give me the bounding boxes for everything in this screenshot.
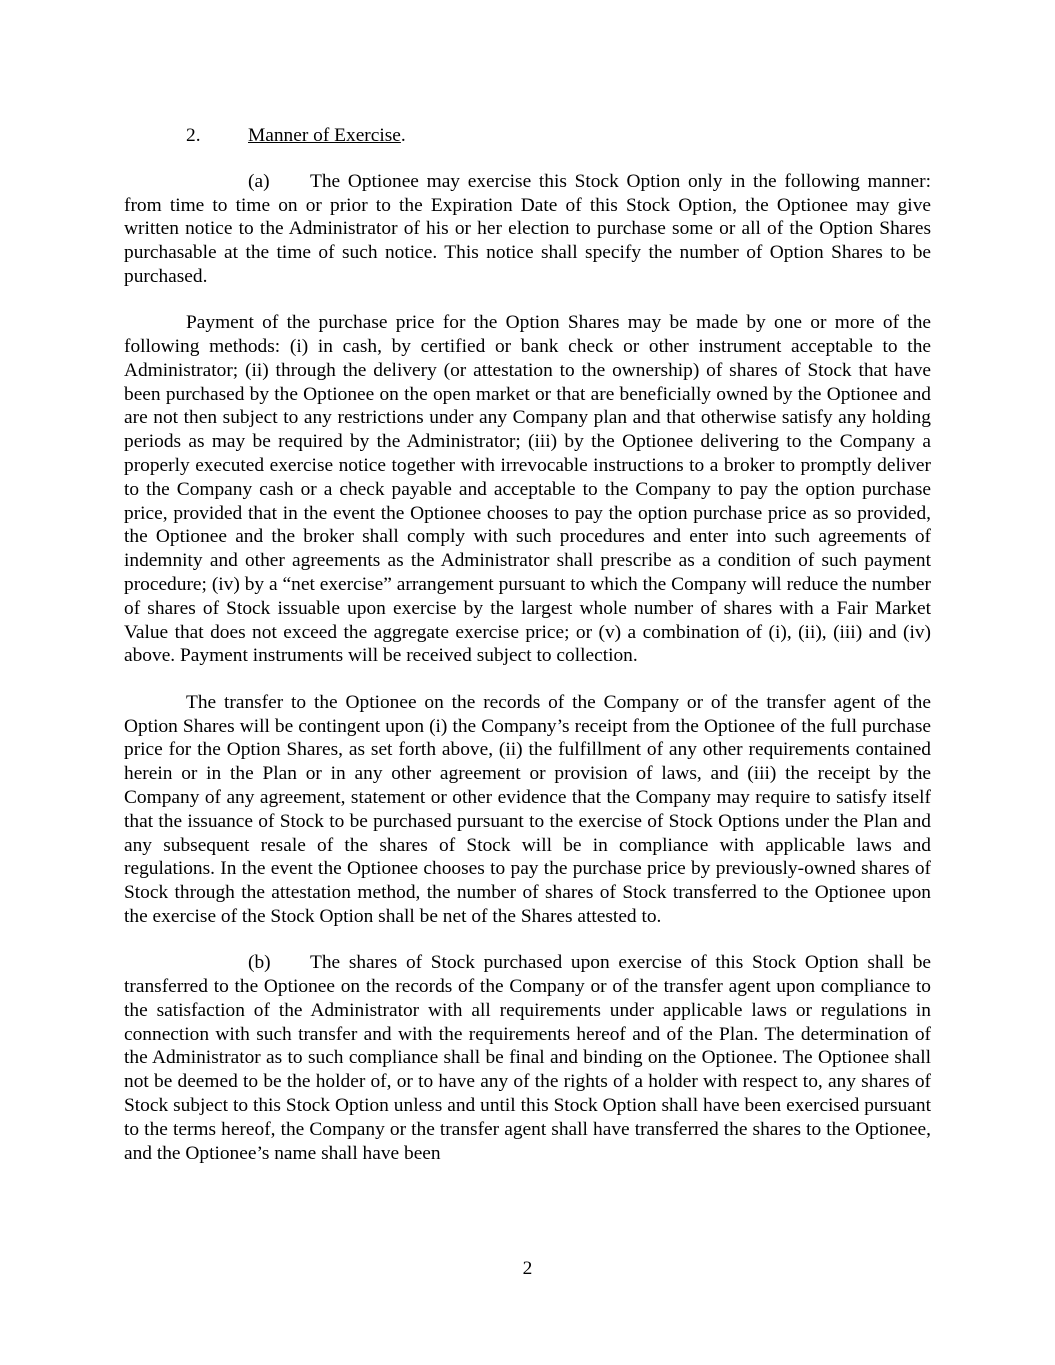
paragraph-b-label: (b) [248, 952, 271, 974]
section-heading [124, 124, 931, 148]
paragraph-a-label: (a) [248, 170, 270, 192]
section-title-suffix: . [400, 125, 406, 146]
paragraph-a [124, 170, 931, 289]
paragraph-b-text: The shares of Stock purchased upon exercise of this Stock Option shall be transferred to the Optionee on the records of the Company or of the transfer agent upon compliance to the satisfaction of the Administrator with all requirements under applicable laws or regulations in connection with such transfer and with the requirements hereof and of the Plan. The determination of the Administrator as to such compliance shall be final and binding on the Optionee. The Optionee shall not be deemed to be the holder of, or to have any of the rights of a holder with respect to, any shares of Stock subject to this Stock Option unless and until this Stock Option shall have been exercised pursuant to the terms hereof, the Company or the transfer agent shall have transferred the shares to the Optionee, and the Optionee’s name shall have been [124, 952, 931, 1164]
document-page [124, 124, 931, 1165]
paragraph-transfer: The transfer to the Optionee on the records of the Company or of the transfer agent of the Option Shares will be contingent upon (i) the Company’s receipt from the Optionee of the full purchase price for the Option Shares, as set forth above, (ii) the fulfillment of any other requirements contained herein or in the Plan or in any other agreement or provision of laws, and (iii) the receipt by the Company of any agreement, statement or other evidence that the Company may require to satisfy itself that the issuance of Stock to be purchased pursuant to the exercise of Stock Options under the Plan and any subsequent resale of the shares of Stock will be in compliance with applicable laws and regulations. In the event the Optionee chooses to pay the purchase price by previously-owned shares of Stock through the attestation method, the number of shares of Stock transferred to the Optionee upon the exercise of the Stock Option shall be net of the Shares attested to. [124, 691, 931, 927]
page-number: 2 [522, 1258, 533, 1279]
section-title: Manner of Exercise [248, 125, 401, 146]
section-number: 2. [186, 125, 201, 146]
paragraph-b [124, 951, 931, 1165]
paragraph-a-text: The Optionee may exercise this Stock Option only in the following manner: from time to time on or prior to the Expiration Date of this Stock Option, the Optionee may give written notice to the Administrator of his or her election to purchase some or all of the Option Shares purchasable at the time of such notice. This notice shall specify the number of Option Shares to be purchased. [124, 170, 931, 287]
paragraph-payment: Payment of the purchase price for the Option Shares may be made by one or more of the following methods: (i) in cash, by certified or bank check or other instrument acceptable to the Administrator; (ii) through the delivery (or attestation to the ownership) of shares of Stock that have been purchased by the Optionee on the open market or that are beneficially owned by the Optionee and are not then subject to any restrictions under any Company plan and that otherwise satisfy any holding periods as may be required by the Administrator; (iii) by the Optionee delivering to the Company a properly executed exercise notice together with irrevocable instructions to a broker to promptly deliver to the Company cash or a check payable and acceptable to the Company to pay the option purchase price, provided that in the event the Optionee chooses to pay the option purchase price as so provided, the Optionee and the broker shall comply with such procedures and enter into such agreements of indemnity and other agreements as the Administrator shall prescribe as a condition of such payment procedure; (iv) by a “net exercise” arrangement pursuant to which the Company will reduce the number of shares of Stock issuable upon exercise by the largest whole number of shares with a Fair Market Value that does not exceed the aggregate exercise price; or (v) a combination of (i), (ii), (iii) and (iv) above. Payment instruments will be received subject to collection. [124, 312, 931, 667]
